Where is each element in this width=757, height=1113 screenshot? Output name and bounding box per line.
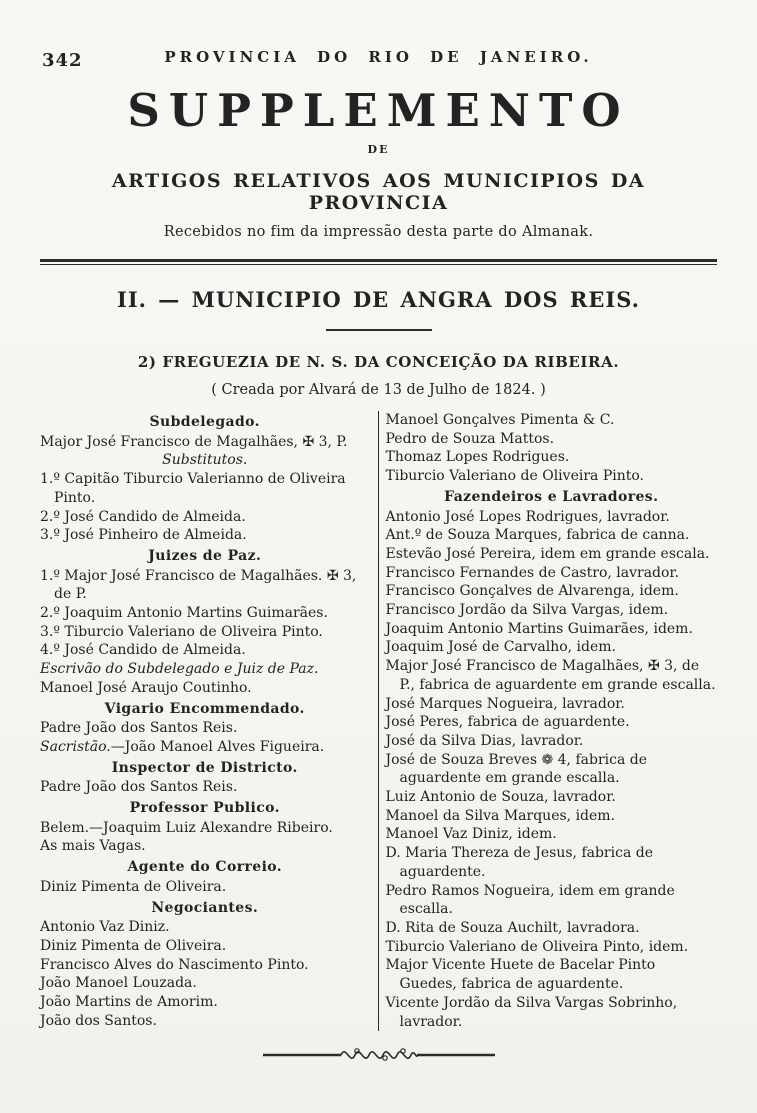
column-line: Major Vicente Huete de Bacelar Pinto Guedes, fabrica de aguardente. [385,957,656,993]
column-line: Major José Francisco de Magalhães, ✠ 3, P. [40,433,348,450]
column-line: 3.º Tiburcio Valeriano de Oliveira Pinto. [40,623,323,640]
page-title: SUPPLEMENTO [127,84,630,137]
column-line: Manoel José Araujo Coutinho. [40,679,252,696]
column-line: Joaquim Antonio Martins Guimarães, idem. [385,620,693,637]
column-line-lead: Sacristão. [40,738,111,755]
column-line: Ant.º de Souza Marques, fabrica de canna. [385,527,690,544]
column-line: Diniz Pimenta de Oliveira. [40,937,227,954]
page-header [40,48,717,70]
column-line: As mais Vagas. [40,838,146,855]
column-line: Tiburcio Valeriano de Oliveira Pinto. [385,468,644,485]
column-line: 1.º Major José Francisco de Magalhães. ✠ 3, de P. [40,567,357,603]
column-line: João dos Santos. [40,1012,157,1029]
title-connector: DE [367,143,390,156]
column-line: 3.º José Pinheiro de Almeida. [40,527,247,544]
column-line: Belem.—Joaquim Luiz Alexandre Ribeiro. [40,819,333,836]
column-heading: Agente do Correio. [127,859,283,876]
column-line: José de Souza Breves ❁ 4, fabrica de aguardente em grande escalla. [385,751,647,787]
column-line: Luiz Antonio de Souza, lavrador. [385,789,616,806]
column-line: José da Silva Dias, lavrador. [385,732,584,749]
column-line: Diniz Pimenta de Oliveira. [40,878,227,895]
column-line: João Manoel Louzada. [40,975,197,992]
column-line: Pedro de Souza Mattos. [385,430,555,447]
column-line: José Marques Nogueira, lavrador. [385,695,625,712]
column-line: Escrivão do Subdelegado e Juiz de Paz. [40,661,319,678]
column-heading: Inspector de Districto. [111,759,298,776]
column-line: Antonio José Lopes Rodrigues, lavrador. [385,508,670,525]
column-line: Padre João dos Santos Reis. [40,779,238,796]
double-rule-divider [40,259,717,265]
right-column [379,411,718,1031]
column-line: Francisco Jordão da Silva Vargas, idem. [385,602,669,619]
column-line: Manoel da Silva Marques, idem. [385,807,616,824]
section-heading: II. — MUNICIPIO DE ANGRA DOS REIS. [117,287,640,312]
two-column-body [40,411,717,1031]
column-line: Manoel Gonçalves Pimenta & C. [385,412,615,428]
page-number: 342 [42,50,83,71]
column-line: Antonio Vaz Diniz. [40,919,170,936]
subtitle: ARTIGOS RELATIVOS AOS MUNICIPIOS DA PROVINCIA [111,170,646,214]
column-heading: Fazendeiros e Lavradores. [444,488,659,505]
column-heading: Professor Publico. [129,800,280,817]
column-line: Major José Francisco de Magalhães, ✠ 3, de P., fabrica de aguardente em grande escalla. [385,658,716,693]
subsection-heading: 2) FREGUEZIA DE N. S. DA CONCEIÇÃO DA RIBEIRA. [137,353,620,371]
column-heading: Negociantes. [151,899,259,916]
column-line: Francisco Alves do Nascimento Pinto. [40,956,309,973]
column-line: Tiburcio Valeriano de Oliveira Pinto, idem. [385,938,689,955]
column-line: D. Rita de Souza Auchilt, lavradora. [385,919,640,936]
running-header: PROVINCIA DO RIO DE JANEIRO. [164,48,593,66]
column-line: 2.º José Candido de Almeida. [40,508,246,525]
column-line: Estevão José Pereira, idem em grande escala. [385,545,710,562]
bottom-ornament [40,1045,717,1067]
column-line: Joaquim José de Carvalho, idem. [385,639,617,656]
column-line: Francisco Gonçalves de Alvarenga, idem. [385,583,679,600]
section-rule-divider [326,329,432,331]
column-line: Sacristão.—João Manoel Alves Figueira. [40,738,325,755]
column-line: Thomaz Lopes Rodrigues. [385,449,570,466]
column-line: 1.º Capitão Tiburcio Valerianno de Oliveira Pinto. [40,471,346,506]
column-heading: Substitutos. [162,452,248,469]
column-heading: Vigario Encommendado. [104,700,305,717]
column-line: Manoel Vaz Diniz, idem. [385,826,557,843]
ornament-flourish-icon [261,1045,497,1063]
column-heading: Subdelegado. [149,414,260,430]
column-line: Padre João dos Santos Reis. [40,720,238,737]
column-line: 4.º José Candido de Almeida. [40,642,246,659]
left-column [40,411,379,1031]
column-line: José Peres, fabrica de aguardente. [385,714,630,731]
column-line: Pedro Ramos Nogueira, idem em grande escalla. [385,882,675,918]
subtitle-note: Recebidos no fim da impressão desta parte do Almanak. [163,224,594,240]
subsection-note: ( Creada por Alvará de 13 de Julho de 1824. ) [211,382,546,398]
column-line: João Martins de Amorim. [40,994,218,1011]
column-line: Vicente Jordão da Silva Vargas Sobrinho, lavrador. [385,994,678,1030]
column-line: D. Maria Thereza de Jesus, fabrica de aguardente. [385,845,653,880]
column-line: 2.º Joaquim Antonio Martins Guimarães. [40,605,328,622]
column-heading: Juizes de Paz. [148,547,262,564]
column-line: Francisco Fernandes de Castro, lavrador. [385,564,680,581]
